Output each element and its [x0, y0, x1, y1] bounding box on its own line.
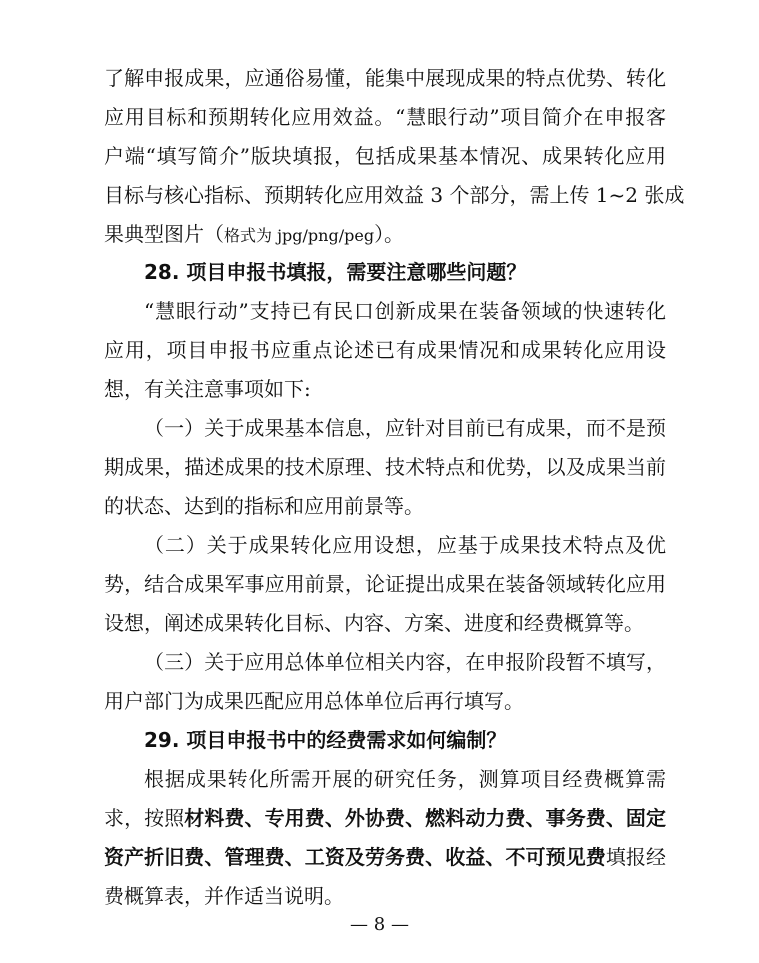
q28-item-3-line-1: （三）关于应用总体单位相关内容，在申报阶段暂不填写， [144, 650, 666, 674]
q29-line-3 [104, 842, 666, 872]
expense-categories-part-1: 材料费、专用费、外协费、燃料动力费、事务费、固定 [184, 806, 667, 830]
paragraph-1-line-1: 了解申报成果，应通俗易懂，能集中展现成果的特点优势、转化 [104, 66, 666, 90]
expense-categories-part-2: 资产折旧费、管理费、工资及劳务费、收益、不可预见费 [104, 845, 606, 869]
q29-line-1: 根据成果转化所需开展的研究任务，测算项目经费概算需 [144, 767, 666, 791]
q29-line-4: 费概算表，并作适当说明。 [104, 884, 344, 908]
image-format-note: 格式为 jpg/png/peg [224, 226, 375, 245]
q28-item-1-line-2: 期成果，描述成果的技术原理、技术特点和优势，以及成果当前 [104, 455, 666, 479]
q29-line-2-start: 求，按照 [104, 806, 185, 830]
paragraph-1-line-2: 应用目标和预期转化应用效益。“慧眼行动”项目简介在申报客 [104, 105, 666, 129]
q29-line-2 [104, 803, 666, 833]
q28-intro-line-2: 应用，项目申报书应重点论述已有成果情况和成果转化应用设 [104, 338, 666, 362]
q28-item-1-line-1: （一）关于成果基本信息，应针对目前已有成果，而不是预 [144, 416, 666, 440]
q28-item-2-line-2: 势，结合成果军事应用前景，论证提出成果在装备领域转化应用 [104, 572, 666, 596]
q29-line-3-end: 填报经 [605, 845, 667, 869]
paragraph-1-line-3: 户端“填写简介”版块填报，包括成果基本情况、成果转化应用 [104, 144, 666, 168]
q28-intro-line-3: 想，有关注意事项如下: [104, 377, 311, 401]
paragraph-1-line-5-start: 果典型图片（ [104, 222, 224, 246]
question-28-heading: 28. 项目申报书填报，需要注意哪些问题？ [144, 260, 527, 284]
q28-intro-line-1: “慧眼行动”支持已有民口创新成果在装备领域的快速转化 [144, 299, 666, 323]
question-29-heading: 29. 项目申报书中的经费需求如何编制？ [144, 728, 507, 752]
q28-item-2-line-1: （二）关于成果转化应用设想，应基于成果技术特点及优 [144, 533, 666, 557]
page-number: — 8 — [350, 914, 409, 935]
q28-item-1-line-3: 的状态、达到的指标和应用前景等。 [104, 494, 424, 518]
paragraph-1-line-5-end: ）。 [374, 222, 405, 246]
q28-item-3-line-2: 用户部门为成果匹配应用总体单位后再行填写。 [104, 689, 524, 713]
paragraph-1-line-4: 目标与核心指标、预期转化应用效益 3 个部分，需上传 1~2 张成 [104, 183, 685, 207]
paragraph-1-line-5 [104, 219, 666, 249]
q28-item-2-line-3: 设想，阐述成果转化目标、内容、方案、进度和经费概算等。 [104, 611, 644, 635]
